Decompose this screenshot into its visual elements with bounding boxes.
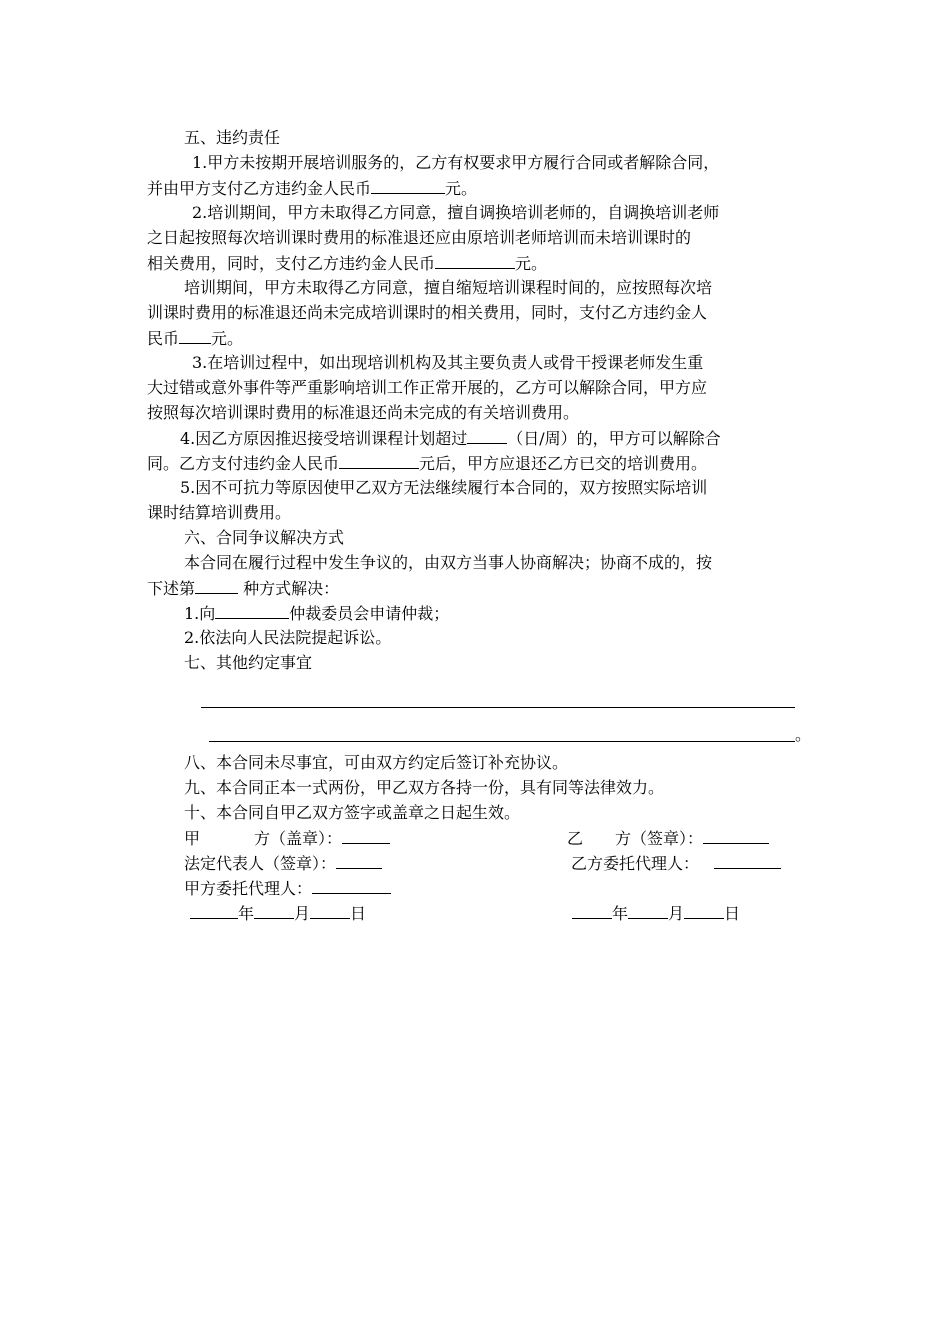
section-6-line-1: 本合同在履行过程中发生争议的，由双方当事人协商解决；协商不成的，按 [184,553,713,572]
blank-party-a-seal[interactable] [342,826,390,844]
section-10: 十、本合同自甲乙双方签字或盖章之日起生效。 [184,803,521,822]
blank-arbitration-committee[interactable] [215,601,289,619]
clause-5-3-line-1: 3.在培训过程中，如出现培训机构及其主要负责人或骨干授课老师发生重 [192,353,704,372]
blank-year[interactable] [572,901,612,919]
blank-party-b-agent[interactable] [714,851,781,869]
legal-representative: 法定代表人（签章）： [184,851,382,875]
clause-5-2-line-3: 相关费用，同时，支付乙方违约金人民币 元。 [147,251,547,275]
party-b-seal: 乙 方（签章）： [567,826,769,850]
clause-5-1-line-2: 并由甲方支付乙方违约金人民币 元。 [147,176,477,200]
blank-penalty-amount[interactable] [371,176,445,194]
blank-month[interactable] [628,901,668,919]
clause-5-1-line-1: 1.甲方未按期开展培训服务的，乙方有权要求甲方履行合同或者解除合同， [192,153,720,172]
clause-5-5-line-2: 课时结算培训费用。 [147,503,292,522]
section-6-line-2: 下述第 种方式解决： [147,576,339,600]
section-6-option-1: 1.向 仲裁委员会申请仲裁； [184,601,449,625]
clause-5-4-line-2: 同。乙方支付违约金人民币 元后，甲方应退还乙方已交的培训费用。 [147,451,707,475]
blank-month[interactable] [254,901,294,919]
blank-day[interactable] [310,901,350,919]
blank-other-terms-line-2[interactable] [209,741,795,742]
section-5-heading: 五、违约责任 [184,128,281,147]
end-mark: 。 [795,725,812,744]
blank-year[interactable] [190,901,238,919]
clause-5-2-line-1: 2.培训期间，甲方未取得乙方同意，擅自调换培训老师的，自调换培训老师 [192,203,720,222]
clause-5-5-line-1: 5.因不可抗力等原因使甲乙双方无法继续履行本合同的，双方按照实际培训 [180,478,708,497]
section-8: 八、本合同未尽事宜，可由双方约定后签订补充协议。 [184,753,569,772]
paragraph-5-2b-line-2: 训课时费用的标准退还尚未完成培训课时的相关费用，同时，支付乙方违约金人 [147,303,708,322]
party-a-date: 年 月 日 [190,901,366,925]
blank-penalty-amount[interactable] [179,326,211,344]
blank-other-terms-line-1[interactable] [201,707,795,708]
clause-5-3-line-3: 按照每次培训课时费用的标准退还尚未完成的有关培训费用。 [147,403,580,422]
section-9: 九、本合同正本一式两份，甲乙双方各持一份，具有同等法律效力。 [184,778,665,797]
blank-party-b-seal[interactable] [703,826,769,844]
clause-5-4-line-1: 4.因乙方原因推迟接受培训课程计划超过 （日/周）的，甲方可以解除合 [180,426,721,450]
party-a-agent: 甲方委托代理人： [184,876,391,900]
blank-method-number[interactable] [195,576,238,594]
clause-5-3-line-2: 大过错或意外事件等严重影响培训工作正常开展的，乙方可以解除合同，甲方应 [147,378,708,397]
section-6-heading: 六、合同争议解决方式 [184,528,345,547]
blank-day[interactable] [684,901,724,919]
party-a-seal: 甲 方（盖章）： [184,826,390,850]
blank-delay-period[interactable] [467,426,507,444]
section-6-option-2: 2.依法向人民法院提起诉讼。 [184,628,392,647]
section-7-heading: 七、其他约定事宜 [184,653,313,672]
paragraph-5-2b-line-3: 民币 元。 [147,326,243,350]
blank-legal-representative[interactable] [336,851,382,869]
party-b-date: 年 月 日 [572,901,740,925]
clause-5-2-line-2: 之日起按照每次培训课时费用的标准退还应由原培训老师培训而未培训课时的 [147,228,692,247]
blank-party-a-agent[interactable] [312,876,391,894]
blank-penalty-amount[interactable] [435,251,515,269]
blank-penalty-amount[interactable] [339,451,419,469]
paragraph-5-2b-line-1: 培训期间，甲方未取得乙方同意，擅自缩短培训课程时间的，应按照每次培 [184,278,713,297]
party-b-agent: 乙方委托代理人： [571,851,781,875]
